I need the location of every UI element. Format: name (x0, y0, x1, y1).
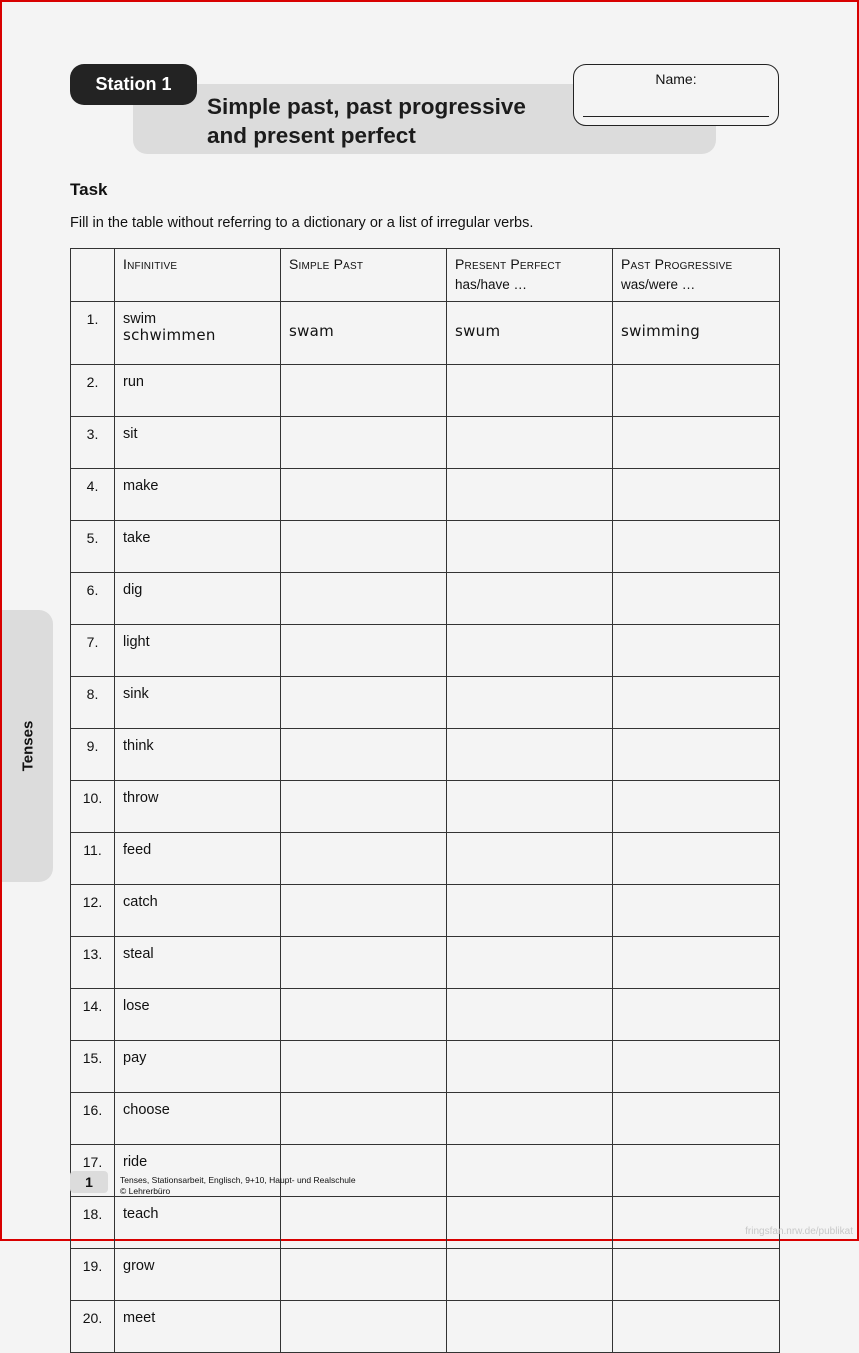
side-tab-label: Tenses (19, 720, 36, 772)
row-number: 4. (71, 469, 115, 521)
infinitive-cell (115, 302, 281, 365)
task-heading: Task (70, 180, 108, 199)
table-row (71, 885, 780, 937)
infinitive-cell: light (115, 625, 281, 677)
infinitive-cell: sit (115, 417, 281, 469)
table-row (71, 1093, 780, 1145)
name-line (583, 116, 769, 117)
present-perfect-cell[interactable] (447, 677, 613, 729)
row-number: 12. (71, 885, 115, 937)
past-progressive-cell[interactable] (613, 885, 780, 937)
past-progressive-cell[interactable] (613, 521, 780, 573)
row-number: 17. (71, 1145, 115, 1197)
past-progressive-cell[interactable] (613, 937, 780, 989)
header-label: Simple Past (289, 256, 364, 272)
present-perfect-cell[interactable] (447, 469, 613, 521)
footer-line-2: © Lehrerbüro (120, 1186, 171, 1196)
table-row (71, 1249, 780, 1301)
watermark: fringsfan.nrw.de/publikat (745, 1226, 853, 1237)
row-number: 10. (71, 781, 115, 833)
past-progressive-cell[interactable] (613, 1301, 780, 1353)
table-row (71, 521, 780, 573)
infinitive-cell: grow (115, 1249, 281, 1301)
table-row (71, 365, 780, 417)
infinitive: swim (123, 311, 157, 327)
past-progressive-cell[interactable] (613, 573, 780, 625)
present-perfect-cell[interactable] (447, 989, 613, 1041)
present-perfect-cell[interactable] (447, 729, 613, 781)
infinitive-cell: sink (115, 677, 281, 729)
present-perfect-cell[interactable] (447, 833, 613, 885)
infinitive-cell: take (115, 521, 281, 573)
table-row (71, 1041, 780, 1093)
past-progressive-cell[interactable] (613, 1041, 780, 1093)
past-progressive-cell[interactable] (613, 1145, 780, 1197)
present-perfect-cell[interactable] (447, 1249, 613, 1301)
table-row (71, 469, 780, 521)
simple-past-cell[interactable] (281, 1041, 447, 1093)
infinitive-cell: ride (115, 1145, 281, 1197)
simple-past-cell[interactable] (281, 937, 447, 989)
row-number: 14. (71, 989, 115, 1041)
infinitive-cell: meet (115, 1301, 281, 1353)
row-number: 9. (71, 729, 115, 781)
row-number: 2. (71, 365, 115, 417)
header-label: Present Perfect (455, 256, 562, 272)
table-row (71, 729, 780, 781)
simple-past-cell[interactable] (281, 781, 447, 833)
example-row (71, 302, 780, 365)
infinitive-cell: lose (115, 989, 281, 1041)
infinitive-cell: pay (115, 1041, 281, 1093)
infinitive-cell: feed (115, 833, 281, 885)
past-progressive-cell[interactable] (613, 781, 780, 833)
name-box[interactable] (573, 64, 779, 126)
station-label: Station 1 (70, 64, 197, 105)
table-header-row (71, 249, 780, 302)
present-perfect-answer: swum (455, 322, 501, 340)
row-number: 6. (71, 573, 115, 625)
table-row (71, 677, 780, 729)
present-perfect-cell[interactable] (447, 521, 613, 573)
simple-past-cell[interactable] (281, 833, 447, 885)
row-number: 5. (71, 521, 115, 573)
simple-past-cell[interactable] (281, 885, 447, 937)
title-line-2: and present perfect (207, 123, 416, 148)
present-perfect-cell[interactable] (447, 1093, 613, 1145)
simple-past-cell[interactable] (281, 365, 447, 417)
translation: schwimmen (123, 326, 216, 344)
table-row (71, 781, 780, 833)
present-perfect-cell[interactable] (447, 1301, 613, 1353)
simple-past-cell[interactable] (281, 1249, 447, 1301)
side-tab (2, 610, 53, 882)
header-sub: was/were … (621, 277, 696, 292)
present-perfect-cell[interactable] (447, 781, 613, 833)
infinitive-cell: steal (115, 937, 281, 989)
past-progressive-cell[interactable] (613, 469, 780, 521)
present-perfect-cell[interactable] (447, 365, 613, 417)
number-header (71, 249, 115, 302)
past-progressive-cell[interactable] (613, 625, 780, 677)
table-row (71, 1301, 780, 1353)
present-perfect-cell[interactable] (447, 302, 613, 365)
header-infinitive (115, 249, 281, 302)
title-line-1: Simple past, past progressive (207, 94, 526, 119)
header-label: Past Progressive (621, 256, 733, 272)
simple-past-cell[interactable] (281, 521, 447, 573)
row-number: 1. (71, 302, 115, 365)
past-progressive-cell[interactable] (613, 1093, 780, 1145)
infinitive-cell: throw (115, 781, 281, 833)
past-progressive-cell[interactable] (613, 417, 780, 469)
table-row (71, 573, 780, 625)
infinitive-cell: run (115, 365, 281, 417)
row-number: 15. (71, 1041, 115, 1093)
row-number: 19. (71, 1249, 115, 1301)
infinitive-cell: dig (115, 573, 281, 625)
header-past-progressive (613, 249, 780, 302)
footer-text (120, 1175, 356, 1197)
simple-past-cell[interactable] (281, 677, 447, 729)
present-perfect-cell[interactable] (447, 625, 613, 677)
simple-past-cell[interactable] (281, 417, 447, 469)
row-number: 3. (71, 417, 115, 469)
simple-past-cell[interactable] (281, 989, 447, 1041)
simple-past-cell[interactable] (281, 302, 447, 365)
present-perfect-cell[interactable] (447, 573, 613, 625)
past-progressive-cell[interactable] (613, 833, 780, 885)
infinitive-cell: choose (115, 1093, 281, 1145)
simple-past-cell[interactable] (281, 729, 447, 781)
past-progressive-cell[interactable] (613, 1249, 780, 1301)
row-number: 8. (71, 677, 115, 729)
past-progressive-cell[interactable] (613, 989, 780, 1041)
name-label: Name: (655, 71, 697, 87)
task-instruction: Fill in the table without referring to a dictionary or a list of irregular verbs. (70, 215, 534, 231)
worksheet-title (207, 92, 587, 150)
row-number: 20. (71, 1301, 115, 1353)
present-perfect-cell[interactable] (447, 937, 613, 989)
infinitive-cell: teach (115, 1197, 281, 1249)
simple-past-answer: swam (289, 322, 335, 340)
infinitive-cell: think (115, 729, 281, 781)
past-progressive-cell[interactable] (613, 365, 780, 417)
row-number: 7. (71, 625, 115, 677)
table-row (71, 625, 780, 677)
header-label: Infinitive (123, 256, 178, 272)
past-progressive-cell[interactable] (613, 302, 780, 365)
simple-past-cell[interactable] (281, 573, 447, 625)
table-row (71, 833, 780, 885)
past-progressive-answer: swimming (621, 322, 701, 340)
header-sub: has/have … (455, 277, 528, 292)
page-number: 1 (70, 1171, 108, 1193)
infinitive-cell: catch (115, 885, 281, 937)
simple-past-cell[interactable] (281, 625, 447, 677)
simple-past-cell[interactable] (281, 1301, 447, 1353)
table-row (71, 989, 780, 1041)
row-number: 13. (71, 937, 115, 989)
table-row (71, 937, 780, 989)
table-row (71, 417, 780, 469)
row-number: 16. (71, 1093, 115, 1145)
present-perfect-cell[interactable] (447, 1145, 613, 1197)
header-present-perfect (447, 249, 613, 302)
row-number: 11. (71, 833, 115, 885)
header-simple-past (281, 249, 447, 302)
footer-line-1: Tenses, Stationsarbeit, Englisch, 9+10, Haupt- und Realschule (120, 1175, 356, 1185)
past-progressive-cell[interactable] (613, 729, 780, 781)
past-progressive-cell[interactable] (613, 677, 780, 729)
infinitive-cell: make (115, 469, 281, 521)
row-number: 18. (71, 1197, 115, 1249)
present-perfect-cell[interactable] (447, 885, 613, 937)
present-perfect-cell[interactable] (447, 1041, 613, 1093)
simple-past-cell[interactable] (281, 469, 447, 521)
present-perfect-cell[interactable] (447, 417, 613, 469)
simple-past-cell[interactable] (281, 1093, 447, 1145)
